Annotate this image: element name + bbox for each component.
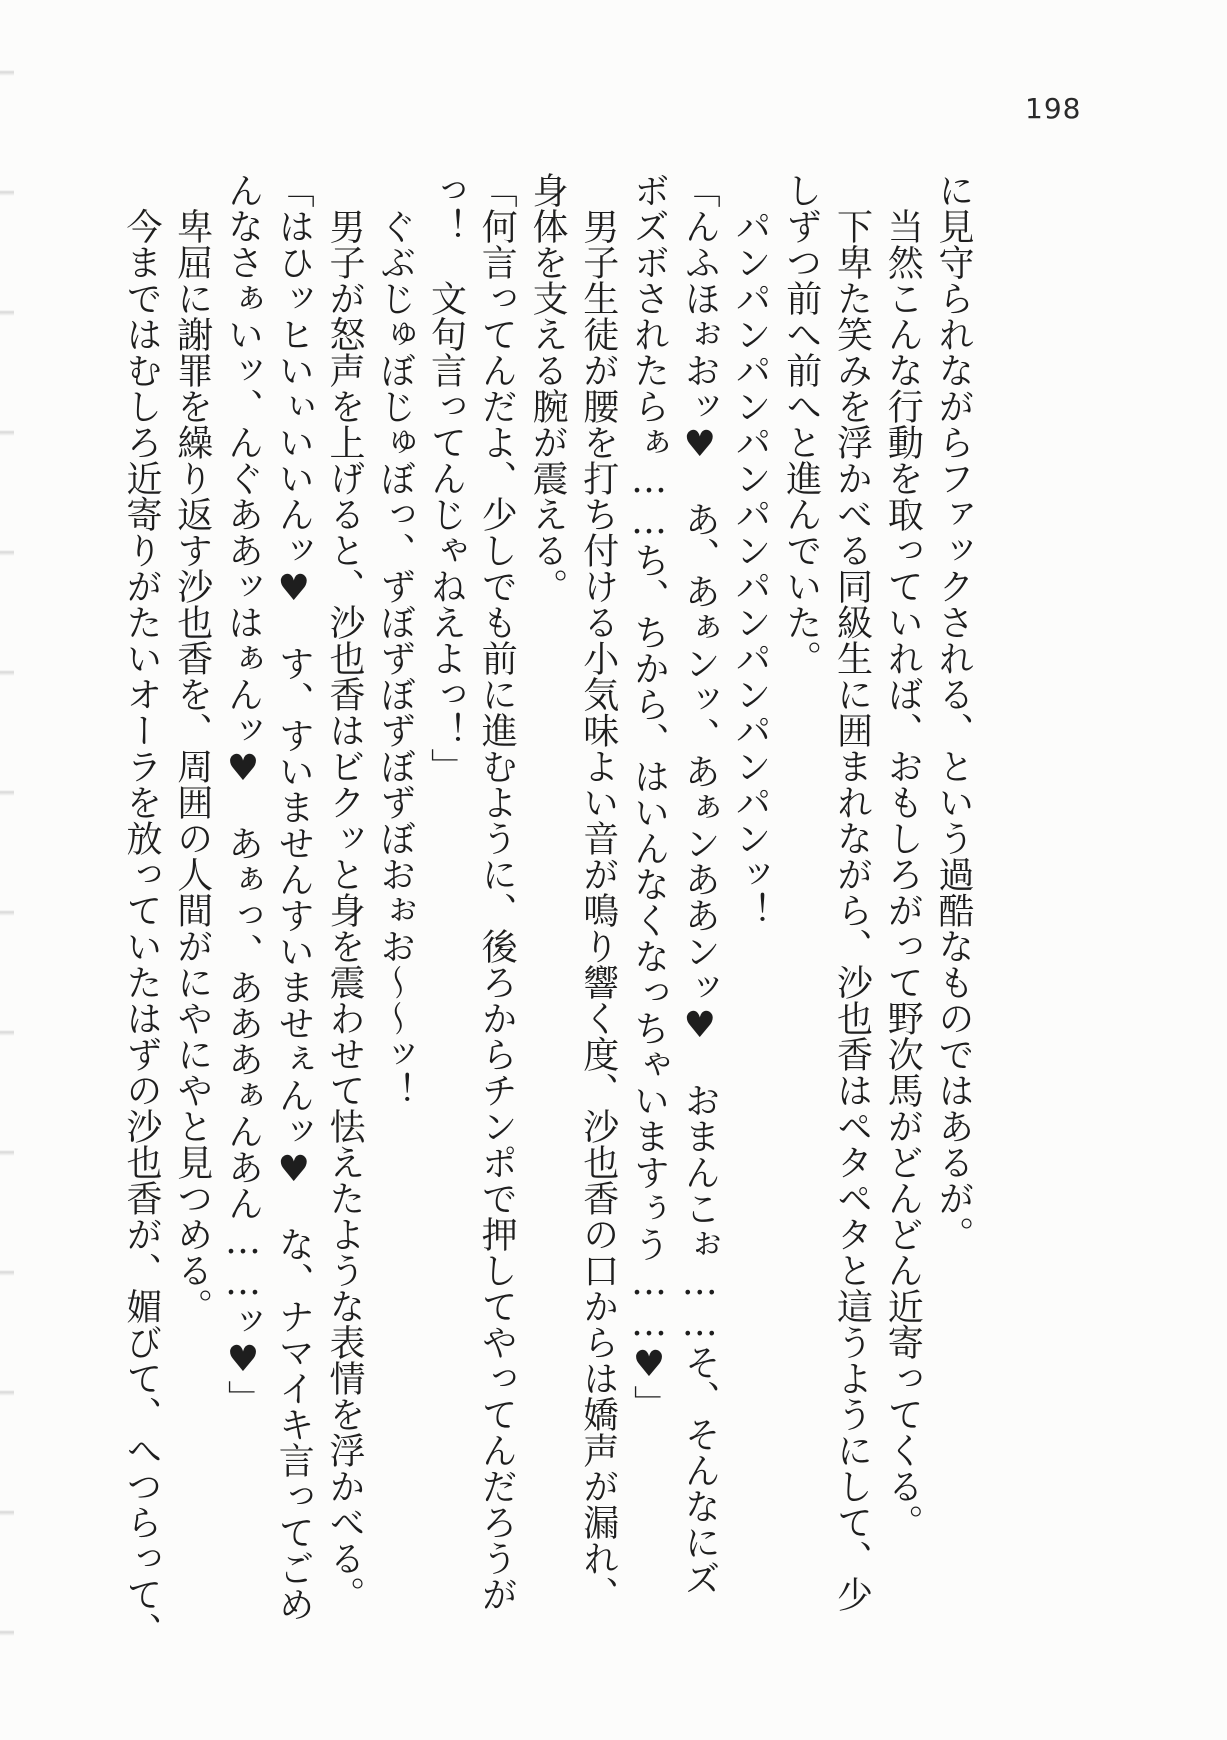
text-line: に見守られながらファックされる、という過酷なものではあるが。 (933, 172, 974, 1252)
text-line: っ！ 文句言ってんじゃねえよっ！」 (425, 172, 467, 784)
text-line: パンパンパンパンパンパンパンパンパンッ！ (730, 172, 771, 928)
text-line: 「はひッヒいぃいいんッ♥ す、すいませんすいませぇんッ♥ な、ナマイキ言ってごめ (273, 172, 315, 1622)
text-line: ぐぶじゅぼじゅぼっ、ずぼずぼずぼずぼおぉお～～ッ！ (374, 172, 416, 1108)
text-line: しずつ前へ前へと進んでいた。 (780, 172, 822, 676)
binding-edge (0, 0, 14, 1740)
text-line: 男子生徒が腰を打ち付ける小気味よい音が鳴り響く度、沙也香の口からは嬌声が漏れ、 (577, 172, 619, 1612)
text-line: 下卑た笑みを浮かべる同級生に囲まれながら、沙也香はペタペタと這うようにして、少 (831, 172, 873, 1612)
text-line: 卑屈に謝罪を繰り返す沙也香を、周囲の人間がにやにやと見つめる。 (171, 172, 213, 1324)
text-line: 「んふほぉおッ♥ あ、あぁンッ、あぁンああンッ♥ おまんこぉ……そ、そんなにズ (679, 172, 721, 1596)
text-line: 当然こんな行動を取っていれば、おもしろがって野次馬がどんどん近寄ってくる。 (882, 172, 924, 1540)
text-line: んなさぁいッ、んぐああッはぁんッ♥ あぁっ、あああぁんあん……ッ♥」 (222, 172, 264, 1416)
text-line: 「何言ってんだよ、少しでも前に進むように、後ろからチンポで押してやってんだろうが (476, 172, 518, 1612)
text-line: 今まではむしろ近寄りがたいオーラを放っていたはずの沙也香が、媚びて、へつらって、 (121, 172, 162, 1648)
text-line: ボズボされたらぁ……ち、ちから、はいんなくなっちゃいますぅう……♥」 (628, 172, 670, 1421)
text-line: 男子が怒声を上げると、沙也香はビクッと身を震わせて怯えたような表情を浮かべる。 (324, 172, 365, 1612)
vertical-text-body (117, 172, 977, 1652)
page-number: 198 (1025, 92, 1082, 125)
text-line: 身体を支える腕が震える。 (527, 172, 568, 604)
